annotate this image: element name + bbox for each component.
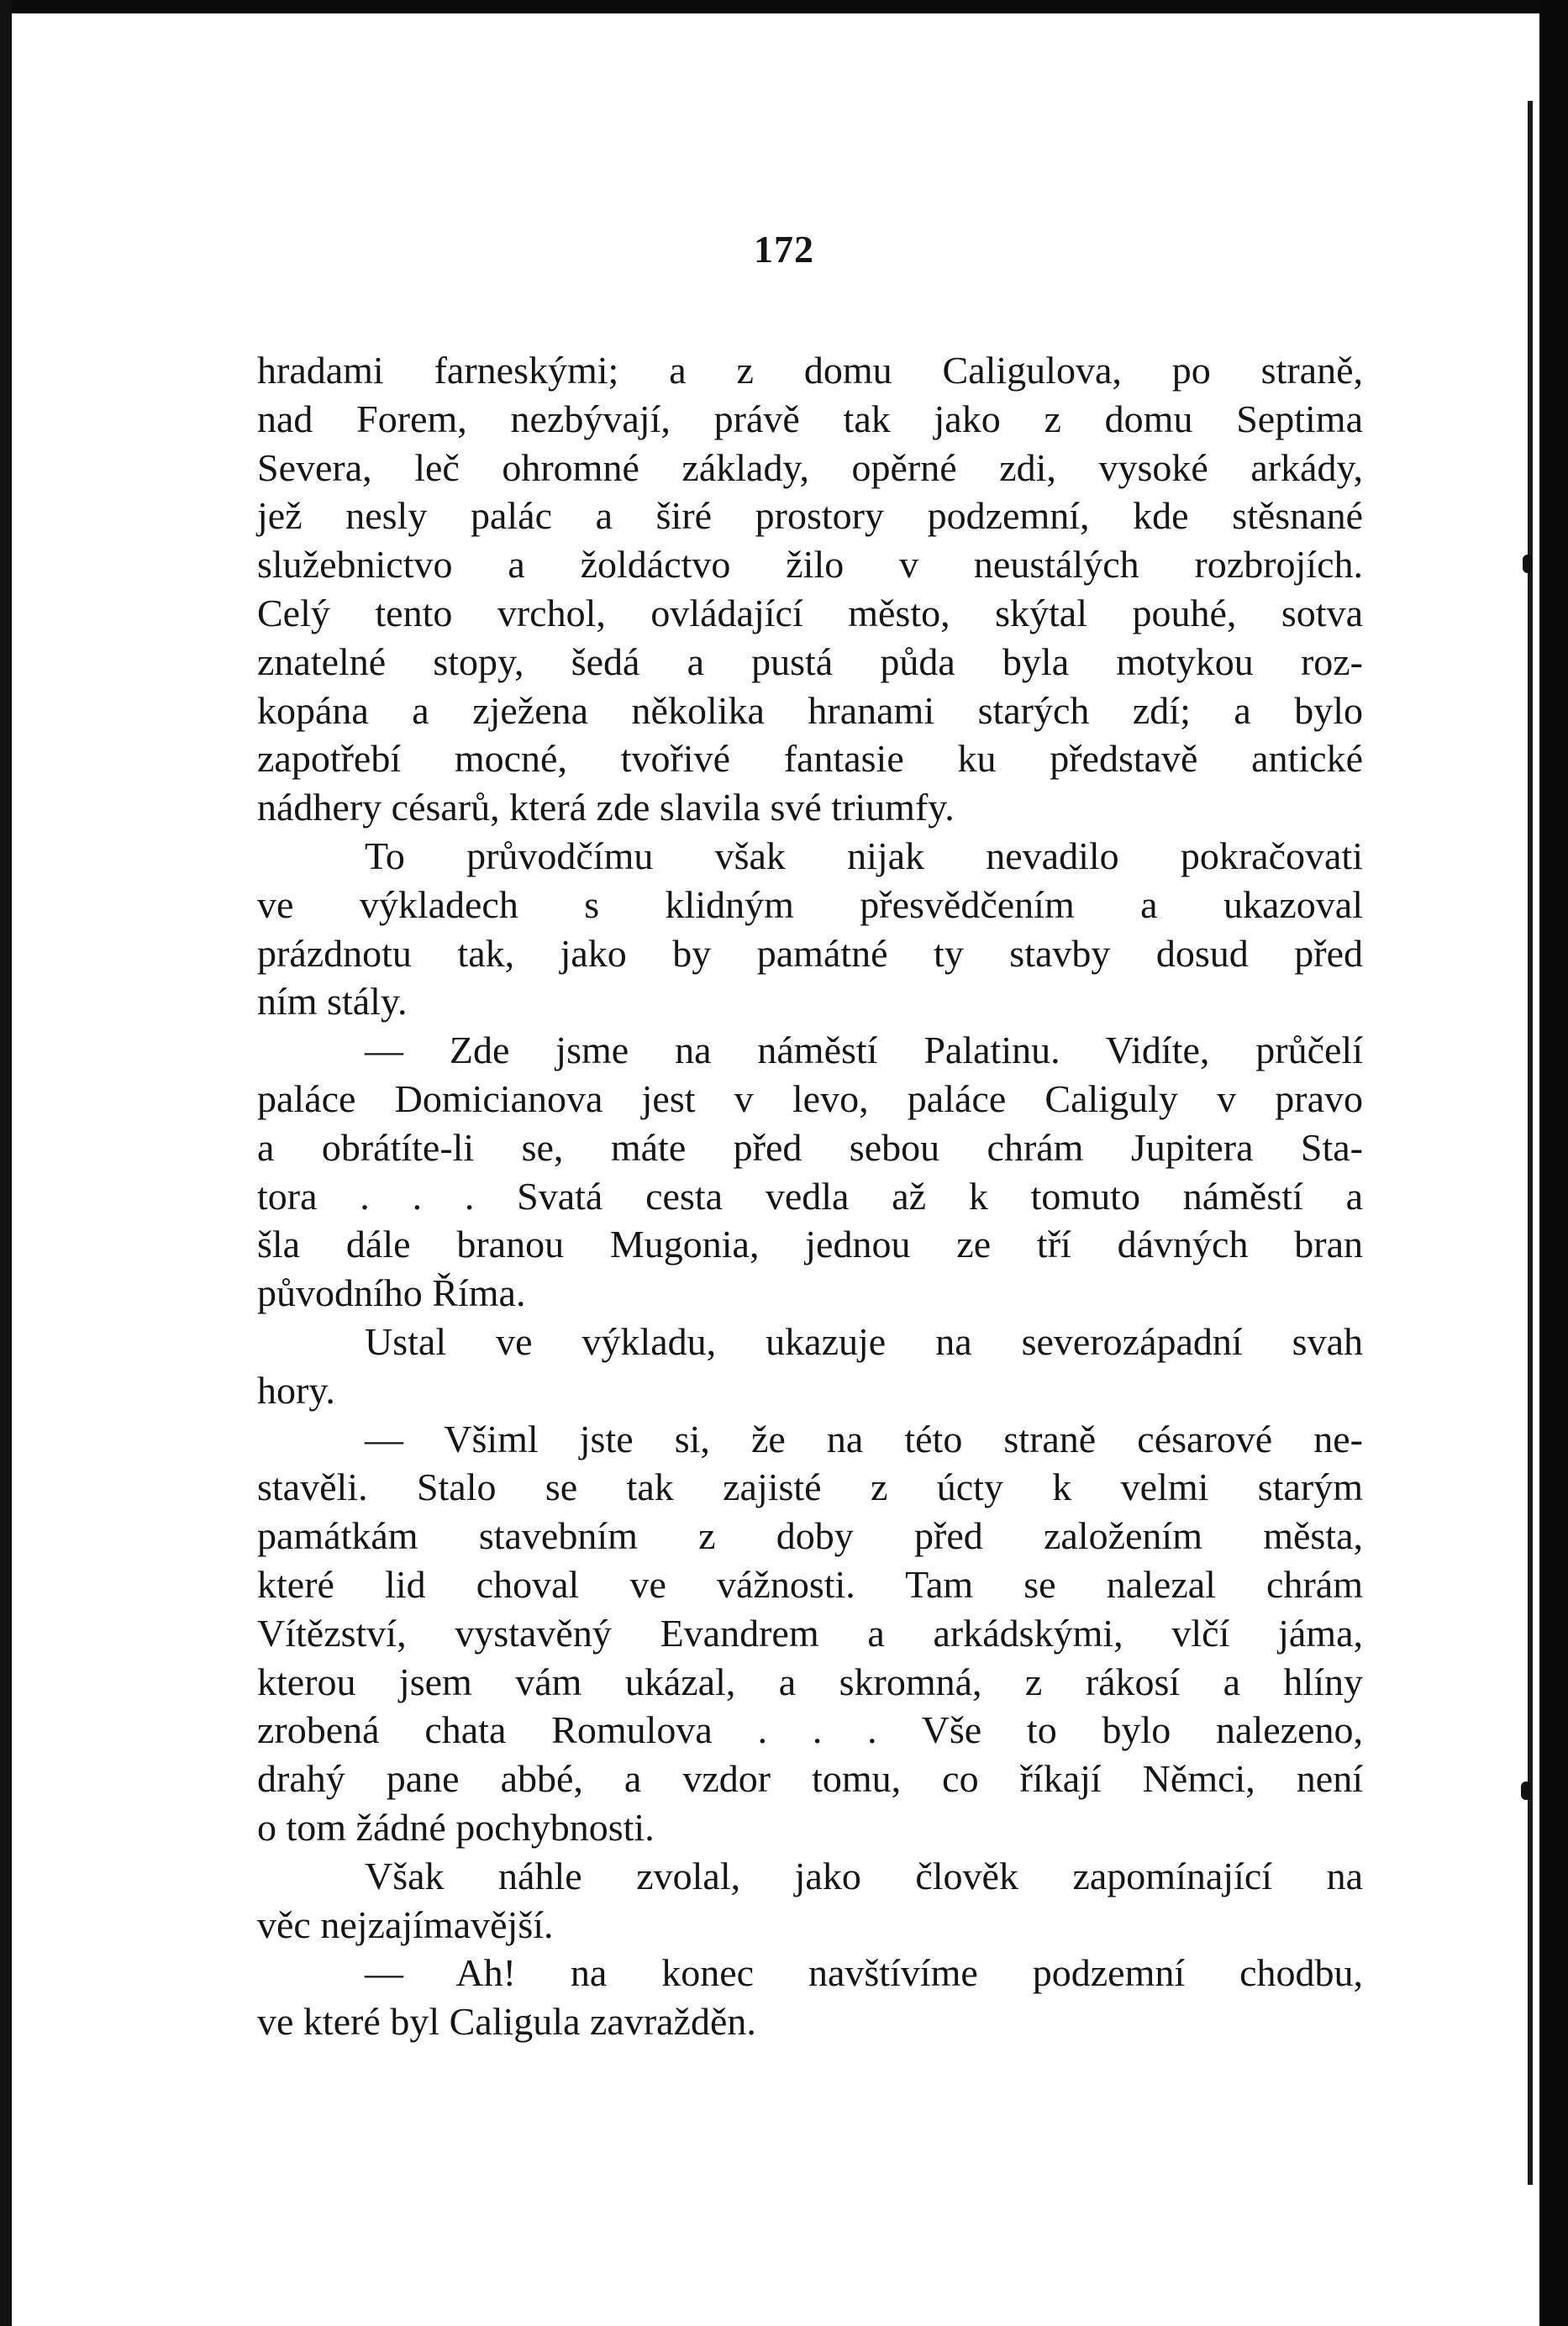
text-line: Vítězství, vystavěný Evandrem a arkádskými, vlčí jáma, [257,1611,1363,1655]
text-line: tora . . . Svatá cesta vedla až k tomuto náměstí a [257,1174,1363,1218]
text-line: šla dále branou Mugonia, jednou ze tří dávných bran [257,1223,1363,1266]
scan-border-left [0,0,12,2326]
text-line: služebnictvo a žoldáctvo žilo v neustálých rozbrojích. [257,543,1363,587]
binding-mark [1523,555,1533,573]
text-line: — Ah! na konec navštívíme podzemní chodbu, [365,1951,1363,1995]
text-line: Celý tento vrchol, ovládající město, skýtal pouhé, sotva [257,591,1363,634]
text-line: znatelné stopy, šedá a pustá půda byla motykou roz- [257,639,1363,683]
text-line: kterou jsem vám ukázal, a skromná, z rákosí a hlíny [257,1660,1363,1703]
text-line: věc nejzajímavější. [257,1902,554,1946]
text-line: drahý pane abbé, a vzdor tomu, co říkají Němci, není [257,1757,1363,1801]
text-line: Však náhle zvolal, jako člověk zapomínající na [365,1854,1363,1897]
binding-gutter-line [1528,101,1533,2185]
text-line: ve výkladech s klidným přesvědčením a ukazoval [257,882,1363,926]
text-line: nádhery césarů, která zde slavila své triumfy. [257,786,955,829]
page-number: 172 [754,228,814,271]
scan-border-right [1539,0,1568,2326]
scan-border-top [0,0,1568,13]
text-line: a obrátíte-li se, máte před sebou chrám Jupitera Sta- [257,1125,1363,1169]
text-line: nad Forem, nezbývají, právě tak jako z domu Septima [257,397,1363,440]
text-line: Ustal ve výkladu, ukazuje na severozápadní svah [365,1319,1363,1363]
text-line: ve které byl Caligula zavražděn. [257,2000,756,2044]
text-line: — Všiml jste si, že na této straně césarové ne- [365,1417,1363,1460]
text-line: původního Říma. [257,1271,526,1315]
text-line: zapotřebí mocné, tvořivé fantasie ku představě antické [257,737,1363,781]
text-line: o tom žádné pochybnosti. [257,1805,655,1849]
text-line: — Zde jsme na náměstí Palatinu. Vidíte, průčelí [365,1029,1363,1072]
text-line: zrobená chata Romulova . . . Vše to bylo nalezeno, [257,1708,1363,1752]
text-line: kopána a zježena několika hranami starých zdí; a bylo [257,688,1363,732]
text-line: památkám stavebním z doby před založením města, [257,1514,1363,1558]
text-line: hradami farneskými; a z domu Caligulova, po straně, [257,349,1363,392]
text-line: prázdnotu tak, jako by památné ty stavby dosud před [257,931,1363,975]
text-line: hory. [257,1368,335,1412]
text-line: ním stály. [257,980,408,1024]
text-line: které lid choval ve vážnosti. Tam se nalezal chrám [257,1562,1363,1606]
text-line: jež nesly palác a širé prostory podzemní, kde stěsnané [257,494,1363,538]
text-line: paláce Domicianova jest v levo, paláce Caliguly v pravo [257,1076,1363,1120]
binding-mark [1521,1781,1531,1800]
text-line: Severa, leč ohromné základy, opěrné zdi, vysoké arkády, [257,445,1363,489]
text-line: stavěli. Stalo se tak zajisté z úcty k velmi starým [257,1466,1363,1509]
text-line: To průvodčímu však nijak nevadilo pokračovati [365,834,1363,877]
body-text [257,346,1363,2046]
